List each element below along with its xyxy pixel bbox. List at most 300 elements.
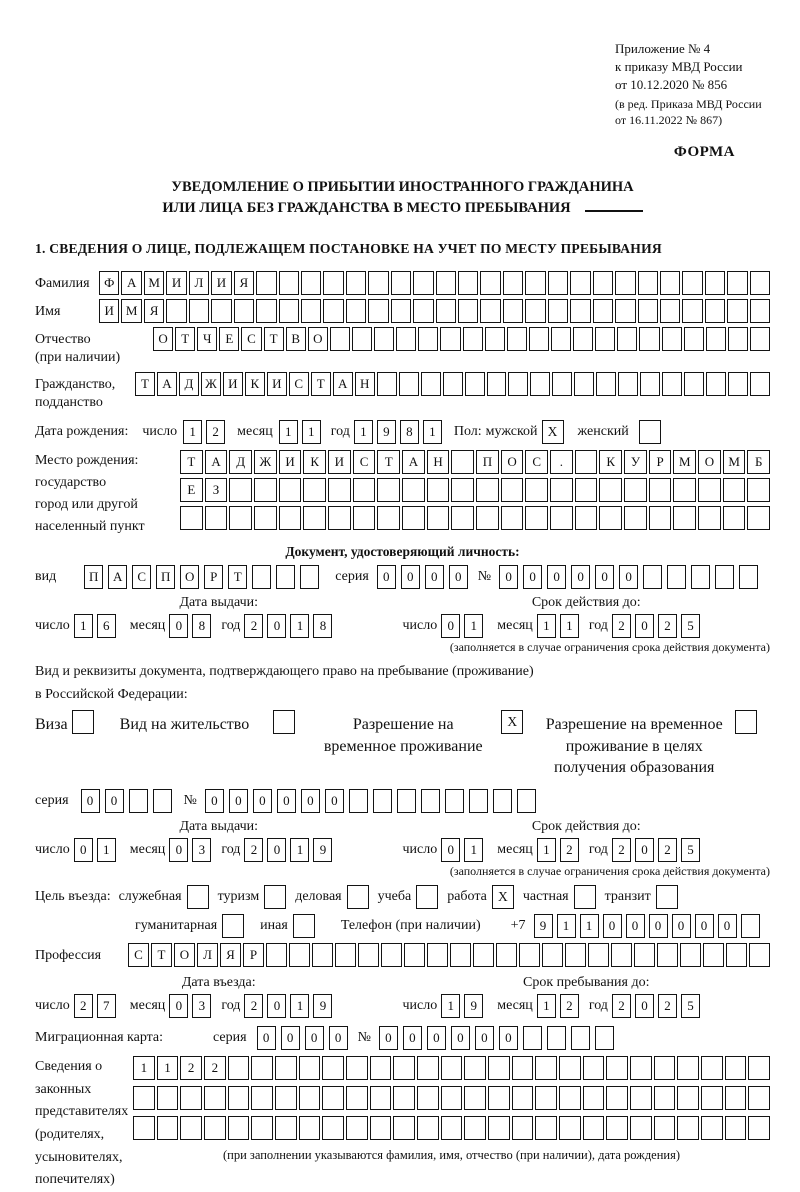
char-cell[interactable]: 1 xyxy=(464,614,483,638)
char-cell[interactable] xyxy=(701,1056,723,1080)
char-cell[interactable] xyxy=(599,506,622,530)
char-cell[interactable] xyxy=(397,789,416,813)
char-cell[interactable]: 0 xyxy=(595,565,614,589)
char-cell[interactable]: Е xyxy=(180,478,203,502)
char-cell[interactable]: 0 xyxy=(475,1026,494,1050)
char-cell[interactable]: 1 xyxy=(302,420,321,444)
char-cell[interactable] xyxy=(550,478,573,502)
char-cell[interactable] xyxy=(747,478,770,502)
char-cell[interactable]: О xyxy=(501,450,524,474)
char-cell[interactable]: А xyxy=(157,372,177,396)
char-cell[interactable]: 2 xyxy=(560,838,579,862)
residence-doc-series-cells[interactable] xyxy=(81,789,172,813)
char-cell[interactable]: Т xyxy=(377,450,400,474)
char-cell[interactable] xyxy=(677,1086,699,1110)
char-cell[interactable]: 0 xyxy=(325,789,344,813)
char-cell[interactable]: 0 xyxy=(403,1026,422,1050)
char-cell[interactable]: 0 xyxy=(329,1026,348,1050)
char-cell[interactable] xyxy=(480,271,500,295)
char-cell[interactable]: И xyxy=(166,271,186,295)
char-cell[interactable]: С xyxy=(289,372,309,396)
issue-day-cells[interactable] xyxy=(74,614,116,638)
char-cell[interactable] xyxy=(323,271,343,295)
char-cell[interactable] xyxy=(662,372,682,396)
purpose-work-checkbox[interactable]: X xyxy=(492,885,514,909)
char-cell[interactable] xyxy=(550,506,573,530)
char-cell[interactable] xyxy=(493,789,512,813)
char-cell[interactable] xyxy=(441,1056,463,1080)
birth-place-cells-row3[interactable] xyxy=(180,506,770,530)
char-cell[interactable] xyxy=(501,478,524,502)
char-cell[interactable]: О xyxy=(153,327,173,351)
char-cell[interactable] xyxy=(583,1056,605,1080)
char-cell[interactable] xyxy=(615,299,635,323)
char-cell[interactable] xyxy=(346,299,366,323)
char-cell[interactable]: 7 xyxy=(97,994,116,1018)
char-cell[interactable] xyxy=(211,299,231,323)
char-cell[interactable] xyxy=(750,372,770,396)
char-cell[interactable] xyxy=(377,506,400,530)
char-cell[interactable] xyxy=(228,1116,250,1140)
char-cell[interactable]: 0 xyxy=(695,914,714,938)
char-cell[interactable] xyxy=(251,1086,273,1110)
char-cell[interactable]: 1 xyxy=(464,838,483,862)
char-cell[interactable] xyxy=(701,1116,723,1140)
char-cell[interactable]: А xyxy=(333,372,353,396)
char-cell[interactable] xyxy=(417,1056,439,1080)
char-cell[interactable] xyxy=(593,299,613,323)
purpose-transit-checkbox[interactable] xyxy=(656,885,678,909)
char-cell[interactable]: Р xyxy=(204,565,223,589)
char-cell[interactable]: К xyxy=(303,450,326,474)
char-cell[interactable]: Е xyxy=(219,327,239,351)
char-cell[interactable]: 1 xyxy=(537,838,556,862)
char-cell[interactable]: С xyxy=(132,565,151,589)
char-cell[interactable] xyxy=(725,1116,747,1140)
stay-month-cells[interactable] xyxy=(537,994,579,1018)
char-cell[interactable]: 0 xyxy=(169,838,188,862)
char-cell[interactable] xyxy=(748,1086,770,1110)
char-cell[interactable] xyxy=(739,565,758,589)
char-cell[interactable] xyxy=(583,1116,605,1140)
char-cell[interactable] xyxy=(346,1086,368,1110)
char-cell[interactable] xyxy=(488,1116,510,1140)
char-cell[interactable] xyxy=(473,943,494,967)
char-cell[interactable]: 0 xyxy=(401,565,420,589)
char-cell[interactable]: 0 xyxy=(449,565,468,589)
char-cell[interactable]: 0 xyxy=(425,565,444,589)
char-cell[interactable]: 2 xyxy=(180,1056,202,1080)
char-cell[interactable]: 1 xyxy=(290,994,309,1018)
char-cell[interactable] xyxy=(487,372,507,396)
purpose-tourism-checkbox[interactable] xyxy=(264,885,286,909)
char-cell[interactable]: А xyxy=(402,450,425,474)
birth-place-cells-row1[interactable] xyxy=(180,450,770,474)
char-cell[interactable]: 0 xyxy=(635,614,654,638)
char-cell[interactable]: П xyxy=(84,565,103,589)
res-issue-month-cells[interactable] xyxy=(169,838,211,862)
char-cell[interactable] xyxy=(559,1056,581,1080)
char-cell[interactable]: 1 xyxy=(97,838,116,862)
char-cell[interactable] xyxy=(535,1116,557,1140)
char-cell[interactable] xyxy=(157,1086,179,1110)
char-cell[interactable] xyxy=(748,1056,770,1080)
char-cell[interactable]: Л xyxy=(189,271,209,295)
char-cell[interactable] xyxy=(723,506,746,530)
char-cell[interactable] xyxy=(166,299,186,323)
char-cell[interactable] xyxy=(251,1056,273,1080)
char-cell[interactable]: У xyxy=(624,450,647,474)
char-cell[interactable] xyxy=(391,271,411,295)
representatives-cells-row1[interactable] xyxy=(133,1056,770,1080)
char-cell[interactable] xyxy=(660,299,680,323)
char-cell[interactable] xyxy=(638,299,658,323)
char-cell[interactable] xyxy=(463,327,483,351)
char-cell[interactable]: В xyxy=(286,327,306,351)
char-cell[interactable]: 0 xyxy=(74,838,93,862)
char-cell[interactable]: 2 xyxy=(244,614,263,638)
char-cell[interactable]: К xyxy=(245,372,265,396)
char-cell[interactable] xyxy=(680,943,701,967)
char-cell[interactable] xyxy=(279,478,302,502)
char-cell[interactable]: 0 xyxy=(499,565,518,589)
char-cell[interactable]: И xyxy=(211,271,231,295)
phone-cells[interactable] xyxy=(534,914,760,938)
char-cell[interactable] xyxy=(393,1086,415,1110)
char-cell[interactable] xyxy=(706,327,726,351)
char-cell[interactable] xyxy=(503,271,523,295)
char-cell[interactable] xyxy=(440,327,460,351)
char-cell[interactable] xyxy=(662,327,682,351)
entry-year-cells[interactable] xyxy=(244,994,332,1018)
char-cell[interactable] xyxy=(275,1086,297,1110)
char-cell[interactable] xyxy=(606,1116,628,1140)
char-cell[interactable] xyxy=(469,789,488,813)
char-cell[interactable] xyxy=(229,478,252,502)
char-cell[interactable] xyxy=(418,327,438,351)
char-cell[interactable] xyxy=(649,478,672,502)
char-cell[interactable] xyxy=(748,1116,770,1140)
char-cell[interactable] xyxy=(358,943,379,967)
char-cell[interactable]: Т xyxy=(228,565,247,589)
char-cell[interactable] xyxy=(441,1116,463,1140)
purpose-private-checkbox[interactable] xyxy=(574,885,596,909)
char-cell[interactable] xyxy=(542,943,563,967)
char-cell[interactable] xyxy=(436,271,456,295)
char-cell[interactable] xyxy=(559,1086,581,1110)
char-cell[interactable]: 1 xyxy=(157,1056,179,1080)
char-cell[interactable] xyxy=(322,1116,344,1140)
char-cell[interactable] xyxy=(529,327,549,351)
stay-year-cells[interactable] xyxy=(612,994,700,1018)
char-cell[interactable] xyxy=(402,478,425,502)
char-cell[interactable] xyxy=(750,327,770,351)
char-cell[interactable] xyxy=(443,372,463,396)
res-valid-day-cells[interactable] xyxy=(441,838,483,862)
char-cell[interactable] xyxy=(254,478,277,502)
residence-doc-number-cells[interactable] xyxy=(205,789,536,813)
char-cell[interactable] xyxy=(667,565,686,589)
char-cell[interactable] xyxy=(682,271,702,295)
char-cell[interactable]: 1 xyxy=(279,420,298,444)
char-cell[interactable]: О xyxy=(308,327,328,351)
char-cell[interactable]: 0 xyxy=(718,914,737,938)
migration-card-number-cells[interactable] xyxy=(379,1026,614,1050)
char-cell[interactable] xyxy=(583,1086,605,1110)
char-cell[interactable] xyxy=(575,450,598,474)
char-cell[interactable] xyxy=(606,1086,628,1110)
char-cell[interactable] xyxy=(570,299,590,323)
char-cell[interactable] xyxy=(525,271,545,295)
char-cell[interactable]: И xyxy=(328,450,351,474)
char-cell[interactable]: 2 xyxy=(612,614,631,638)
char-cell[interactable] xyxy=(535,1056,557,1080)
char-cell[interactable]: 0 xyxy=(205,789,224,813)
char-cell[interactable]: 0 xyxy=(305,1026,324,1050)
char-cell[interactable] xyxy=(649,506,672,530)
char-cell[interactable]: Н xyxy=(427,450,450,474)
char-cell[interactable] xyxy=(571,1026,590,1050)
char-cell[interactable]: 0 xyxy=(257,1026,276,1050)
char-cell[interactable] xyxy=(715,565,734,589)
sex-male-checkbox[interactable]: X xyxy=(542,420,564,444)
char-cell[interactable]: П xyxy=(156,565,175,589)
char-cell[interactable] xyxy=(750,299,770,323)
char-cell[interactable] xyxy=(413,271,433,295)
char-cell[interactable] xyxy=(657,943,678,967)
char-cell[interactable] xyxy=(684,372,704,396)
char-cell[interactable] xyxy=(451,506,474,530)
char-cell[interactable] xyxy=(381,943,402,967)
char-cell[interactable] xyxy=(458,299,478,323)
char-cell[interactable] xyxy=(427,943,448,967)
char-cell[interactable] xyxy=(749,943,770,967)
char-cell[interactable]: Ж xyxy=(201,372,221,396)
char-cell[interactable] xyxy=(205,506,228,530)
char-cell[interactable] xyxy=(615,271,635,295)
char-cell[interactable]: 1 xyxy=(580,914,599,938)
char-cell[interactable] xyxy=(552,372,572,396)
birth-place-cells-row2[interactable] xyxy=(180,478,770,502)
char-cell[interactable]: 0 xyxy=(253,789,272,813)
issue-year-cells[interactable] xyxy=(244,614,332,638)
char-cell[interactable] xyxy=(451,478,474,502)
char-cell[interactable] xyxy=(299,1056,321,1080)
char-cell[interactable] xyxy=(451,450,474,474)
valid-month-cells[interactable] xyxy=(537,614,579,638)
char-cell[interactable] xyxy=(464,1116,486,1140)
char-cell[interactable] xyxy=(573,327,593,351)
char-cell[interactable]: 0 xyxy=(267,614,286,638)
char-cell[interactable] xyxy=(706,372,726,396)
char-cell[interactable]: М xyxy=(144,271,164,295)
char-cell[interactable] xyxy=(611,943,632,967)
char-cell[interactable]: 0 xyxy=(635,838,654,862)
char-cell[interactable]: А xyxy=(205,450,228,474)
char-cell[interactable] xyxy=(458,271,478,295)
char-cell[interactable]: 2 xyxy=(244,994,263,1018)
char-cell[interactable] xyxy=(512,1086,534,1110)
char-cell[interactable] xyxy=(654,1056,676,1080)
char-cell[interactable]: 2 xyxy=(244,838,263,862)
char-cell[interactable]: 0 xyxy=(379,1026,398,1050)
char-cell[interactable] xyxy=(747,506,770,530)
char-cell[interactable]: С xyxy=(525,450,548,474)
char-cell[interactable]: 5 xyxy=(681,614,700,638)
char-cell[interactable] xyxy=(391,299,411,323)
char-cell[interactable] xyxy=(328,506,351,530)
char-cell[interactable] xyxy=(508,372,528,396)
char-cell[interactable]: 1 xyxy=(537,994,556,1018)
residence-permit-checkbox[interactable] xyxy=(273,710,295,734)
char-cell[interactable] xyxy=(547,1026,566,1050)
char-cell[interactable]: О xyxy=(174,943,195,967)
char-cell[interactable] xyxy=(252,565,271,589)
identity-doc-series-cells[interactable] xyxy=(377,565,468,589)
visa-checkbox[interactable] xyxy=(72,710,94,734)
char-cell[interactable]: 9 xyxy=(534,914,553,938)
char-cell[interactable]: 6 xyxy=(97,614,116,638)
char-cell[interactable] xyxy=(593,271,613,295)
char-cell[interactable] xyxy=(234,299,254,323)
char-cell[interactable]: 8 xyxy=(400,420,419,444)
char-cell[interactable]: О xyxy=(698,450,721,474)
char-cell[interactable]: 0 xyxy=(523,565,542,589)
char-cell[interactable]: 0 xyxy=(267,994,286,1018)
char-cell[interactable]: 2 xyxy=(204,1056,226,1080)
char-cell[interactable]: 0 xyxy=(81,789,100,813)
char-cell[interactable]: Д xyxy=(229,450,252,474)
char-cell[interactable]: К xyxy=(599,450,622,474)
char-cell[interactable] xyxy=(476,506,499,530)
char-cell[interactable]: 2 xyxy=(206,420,225,444)
char-cell[interactable]: Я xyxy=(234,271,254,295)
char-cell[interactable] xyxy=(596,372,616,396)
res-issue-day-cells[interactable] xyxy=(74,838,116,862)
char-cell[interactable] xyxy=(728,327,748,351)
res-issue-year-cells[interactable] xyxy=(244,838,332,862)
char-cell[interactable] xyxy=(660,271,680,295)
char-cell[interactable] xyxy=(654,1116,676,1140)
char-cell[interactable]: 1 xyxy=(290,838,309,862)
char-cell[interactable] xyxy=(595,1026,614,1050)
char-cell[interactable] xyxy=(421,789,440,813)
temp-residence-education-checkbox[interactable] xyxy=(735,710,757,734)
citizenship-cells[interactable] xyxy=(135,372,770,396)
char-cell[interactable]: З xyxy=(205,478,228,502)
char-cell[interactable] xyxy=(266,943,287,967)
issue-month-cells[interactable] xyxy=(169,614,211,638)
char-cell[interactable]: Т xyxy=(180,450,203,474)
char-cell[interactable] xyxy=(256,271,276,295)
char-cell[interactable] xyxy=(133,1086,155,1110)
char-cell[interactable]: И xyxy=(99,299,119,323)
char-cell[interactable] xyxy=(599,478,622,502)
char-cell[interactable] xyxy=(335,943,356,967)
char-cell[interactable] xyxy=(726,943,747,967)
char-cell[interactable] xyxy=(512,1056,534,1080)
entry-day-cells[interactable] xyxy=(74,994,116,1018)
char-cell[interactable] xyxy=(256,299,276,323)
char-cell[interactable]: Н xyxy=(355,372,375,396)
char-cell[interactable]: 2 xyxy=(612,994,631,1018)
char-cell[interactable] xyxy=(723,478,746,502)
char-cell[interactable]: С xyxy=(241,327,261,351)
char-cell[interactable]: 0 xyxy=(451,1026,470,1050)
char-cell[interactable] xyxy=(677,1056,699,1080)
birth-year-cells[interactable] xyxy=(354,420,442,444)
char-cell[interactable] xyxy=(299,1116,321,1140)
char-cell[interactable] xyxy=(570,271,590,295)
identity-doc-number-cells[interactable] xyxy=(499,565,758,589)
char-cell[interactable]: 1 xyxy=(537,614,556,638)
char-cell[interactable]: 1 xyxy=(183,420,202,444)
char-cell[interactable] xyxy=(346,1056,368,1080)
char-cell[interactable] xyxy=(180,1116,202,1140)
char-cell[interactable] xyxy=(377,478,400,502)
char-cell[interactable] xyxy=(639,327,659,351)
char-cell[interactable]: 8 xyxy=(313,614,332,638)
char-cell[interactable]: Ф xyxy=(99,271,119,295)
char-cell[interactable]: А xyxy=(108,565,127,589)
char-cell[interactable] xyxy=(301,299,321,323)
char-cell[interactable]: 0 xyxy=(441,838,460,862)
char-cell[interactable] xyxy=(254,506,277,530)
char-cell[interactable] xyxy=(370,1056,392,1080)
char-cell[interactable] xyxy=(698,506,721,530)
char-cell[interactable] xyxy=(396,327,416,351)
char-cell[interactable] xyxy=(654,1086,676,1110)
char-cell[interactable]: 0 xyxy=(635,994,654,1018)
char-cell[interactable] xyxy=(368,271,388,295)
char-cell[interactable]: 0 xyxy=(427,1026,446,1050)
purpose-humanitarian-checkbox[interactable] xyxy=(222,914,244,938)
char-cell[interactable] xyxy=(575,506,598,530)
profession-cells[interactable] xyxy=(128,943,770,967)
char-cell[interactable]: 9 xyxy=(313,994,332,1018)
char-cell[interactable]: 2 xyxy=(658,838,677,862)
char-cell[interactable]: 3 xyxy=(192,838,211,862)
char-cell[interactable] xyxy=(328,478,351,502)
char-cell[interactable]: 2 xyxy=(74,994,93,1018)
char-cell[interactable] xyxy=(279,299,299,323)
char-cell[interactable] xyxy=(728,372,748,396)
char-cell[interactable] xyxy=(377,372,397,396)
char-cell[interactable] xyxy=(684,327,704,351)
char-cell[interactable]: 2 xyxy=(612,838,631,862)
char-cell[interactable] xyxy=(445,789,464,813)
char-cell[interactable] xyxy=(617,327,637,351)
char-cell[interactable] xyxy=(346,271,366,295)
char-cell[interactable] xyxy=(204,1086,226,1110)
char-cell[interactable] xyxy=(229,506,252,530)
char-cell[interactable] xyxy=(157,1116,179,1140)
char-cell[interactable] xyxy=(525,478,548,502)
char-cell[interactable]: 1 xyxy=(74,614,93,638)
char-cell[interactable] xyxy=(133,1116,155,1140)
char-cell[interactable] xyxy=(180,1086,202,1110)
char-cell[interactable] xyxy=(346,1116,368,1140)
char-cell[interactable] xyxy=(565,943,586,967)
char-cell[interactable] xyxy=(691,565,710,589)
given-name-cells[interactable] xyxy=(99,299,770,323)
char-cell[interactable]: 0 xyxy=(649,914,668,938)
char-cell[interactable] xyxy=(393,1056,415,1080)
valid-day-cells[interactable] xyxy=(441,614,483,638)
char-cell[interactable]: 0 xyxy=(301,789,320,813)
char-cell[interactable]: 5 xyxy=(681,838,700,862)
char-cell[interactable]: Т xyxy=(135,372,155,396)
